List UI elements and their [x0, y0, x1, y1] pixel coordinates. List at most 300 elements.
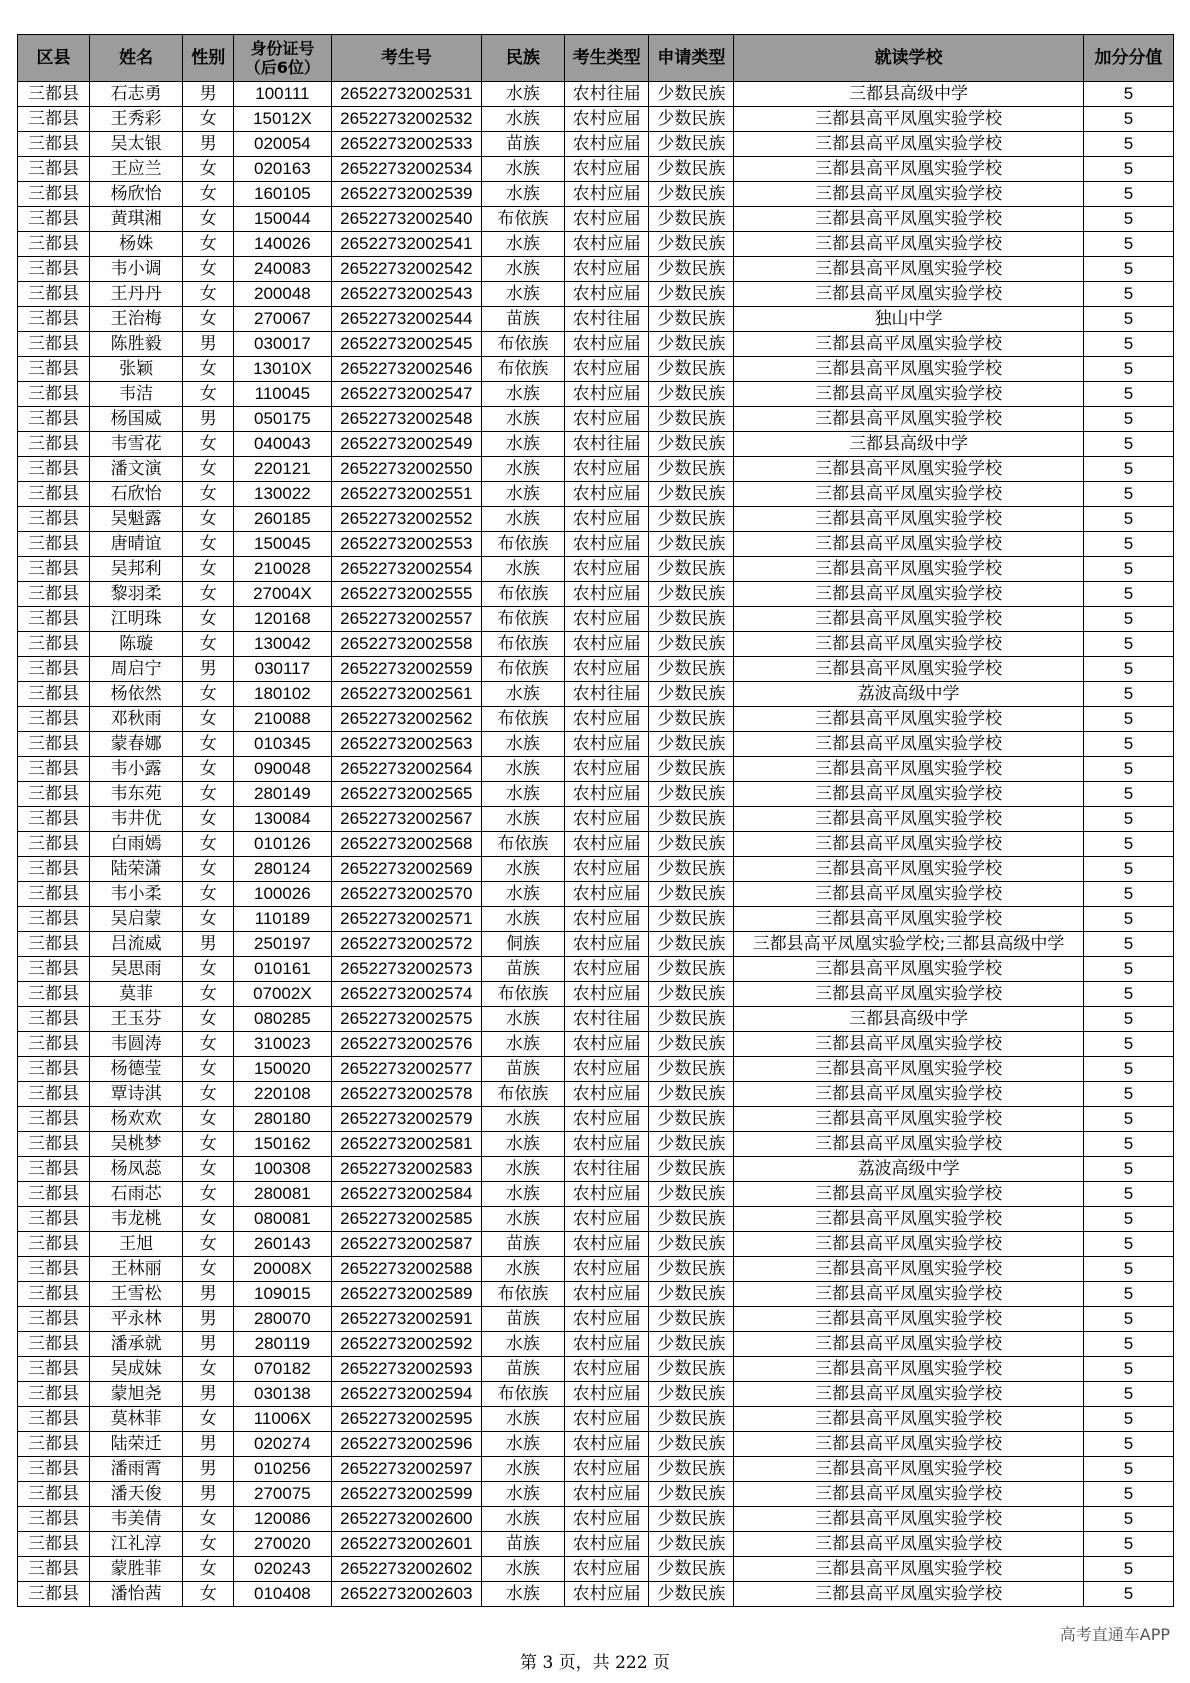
cell-school: 三都县高平凤凰实验学校: [734, 1107, 1084, 1132]
cell-ethnicity: 布依族: [482, 707, 565, 732]
cell-gender: 男: [183, 1457, 234, 1482]
cell-name: 唐晴谊: [90, 532, 183, 557]
cell-candidate-type: 农村应届: [564, 582, 649, 607]
cell-candidate-type: 农村应届: [564, 707, 649, 732]
cell-ethnicity: 布依族: [482, 657, 565, 682]
cell-apply-type: 少数民族: [649, 182, 734, 207]
cell-candidate-type: 农村应届: [564, 1507, 649, 1532]
cell-candidate-type: 农村应届: [564, 782, 649, 807]
cell-school: 三都县高平凤凰实验学校: [734, 882, 1084, 907]
cell-gender: 女: [183, 782, 234, 807]
table-row: [18, 682, 1174, 707]
cell-name: 杨欢欢: [90, 1107, 183, 1132]
cell-apply-type: 少数民族: [649, 1407, 734, 1432]
cell-exam-no: 26522732002603: [331, 1582, 481, 1607]
cell-ethnicity: 水族: [482, 1557, 565, 1582]
cell-name: 张颖: [90, 357, 183, 382]
cell-gender: 女: [183, 257, 234, 282]
cell-bonus: 5: [1083, 557, 1173, 582]
cell-apply-type: 少数民族: [649, 1232, 734, 1257]
cell-name: 韦小柔: [90, 882, 183, 907]
table-row: [18, 857, 1174, 882]
cell-apply-type: 少数民族: [649, 1257, 734, 1282]
cell-candidate-type: 农村应届: [564, 1082, 649, 1107]
cell-school: 三都县高平凤凰实验学校: [734, 1432, 1084, 1457]
cell-bonus: 5: [1083, 482, 1173, 507]
cell-ethnicity: 水族: [482, 882, 565, 907]
cell-id-suffix: 27004X: [234, 582, 331, 607]
cell-ethnicity: 布依族: [482, 532, 565, 557]
cell-ethnicity: 水族: [482, 782, 565, 807]
cell-id-suffix: 280081: [234, 1182, 331, 1207]
cell-bonus: 5: [1083, 1382, 1173, 1407]
cell-id-suffix: 130084: [234, 807, 331, 832]
cell-ethnicity: 水族: [482, 282, 565, 307]
cell-school: 三都县高平凤凰实验学校: [734, 1357, 1084, 1382]
cell-id-suffix: 200048: [234, 282, 331, 307]
cell-exam-no: 26522732002542: [331, 257, 481, 282]
cell-county: 三都县: [18, 632, 90, 657]
cell-exam-no: 26522732002595: [331, 1407, 481, 1432]
cell-exam-no: 26522732002559: [331, 657, 481, 682]
cell-ethnicity: 水族: [482, 82, 565, 107]
cell-id-suffix: 15012X: [234, 107, 331, 132]
cell-gender: 男: [183, 332, 234, 357]
cell-ethnicity: 苗族: [482, 307, 565, 332]
cell-ethnicity: 水族: [482, 1032, 565, 1057]
cell-exam-no: 26522732002600: [331, 1507, 481, 1532]
cell-county: 三都县: [18, 407, 90, 432]
table-row: [18, 607, 1174, 632]
cell-name: 韦龙桃: [90, 1207, 183, 1232]
table-row: [18, 1232, 1174, 1257]
cell-bonus: 5: [1083, 507, 1173, 532]
cell-name: 韦小露: [90, 757, 183, 782]
cell-gender: 女: [183, 532, 234, 557]
cell-apply-type: 少数民族: [649, 1332, 734, 1357]
cell-school: 三都县高平凤凰实验学校: [734, 282, 1084, 307]
cell-gender: 女: [183, 282, 234, 307]
cell-bonus: 5: [1083, 1432, 1173, 1457]
cell-school: 三都县高平凤凰实验学校: [734, 1182, 1084, 1207]
cell-county: 三都县: [18, 757, 90, 782]
cell-bonus: 5: [1083, 1482, 1173, 1507]
cell-id-suffix: 240083: [234, 257, 331, 282]
cell-school: 三都县高平凤凰实验学校: [734, 1207, 1084, 1232]
cell-school: 三都县高平凤凰实验学校: [734, 1032, 1084, 1057]
cell-id-suffix: 090048: [234, 757, 331, 782]
cell-candidate-type: 农村应届: [564, 207, 649, 232]
cell-exam-no: 26522732002574: [331, 982, 481, 1007]
cell-bonus: 5: [1083, 1057, 1173, 1082]
cell-bonus: 5: [1083, 632, 1173, 657]
cell-bonus: 5: [1083, 1132, 1173, 1157]
cell-id-suffix: 310023: [234, 1032, 331, 1057]
cell-gender: 女: [183, 882, 234, 907]
cell-ethnicity: 苗族: [482, 1232, 565, 1257]
cell-id-suffix: 280149: [234, 782, 331, 807]
cell-apply-type: 少数民族: [649, 1207, 734, 1232]
cell-school: 荔波高级中学: [734, 1157, 1084, 1182]
cell-bonus: 5: [1083, 182, 1173, 207]
table-row: [18, 1407, 1174, 1432]
cell-name: 潘承就: [90, 1332, 183, 1357]
cell-gender: 女: [183, 757, 234, 782]
table-row: [18, 1007, 1174, 1032]
cell-ethnicity: 水族: [482, 757, 565, 782]
cell-apply-type: 少数民族: [649, 332, 734, 357]
cell-county: 三都县: [18, 1407, 90, 1432]
cell-gender: 男: [183, 1307, 234, 1332]
cell-school: 三都县高平凤凰实验学校: [734, 182, 1084, 207]
cell-bonus: 5: [1083, 1257, 1173, 1282]
table-row: [18, 1532, 1174, 1557]
cell-name: 韦井优: [90, 807, 183, 832]
cell-candidate-type: 农村应届: [564, 1207, 649, 1232]
cell-county: 三都县: [18, 1582, 90, 1607]
table-row: [18, 732, 1174, 757]
cell-ethnicity: 布依族: [482, 832, 565, 857]
cell-gender: 女: [183, 507, 234, 532]
cell-apply-type: 少数民族: [649, 482, 734, 507]
cell-gender: 男: [183, 1432, 234, 1457]
cell-exam-no: 26522732002534: [331, 157, 481, 182]
cell-county: 三都县: [18, 607, 90, 632]
cell-gender: 女: [183, 1032, 234, 1057]
cell-name: 王雪松: [90, 1282, 183, 1307]
cell-ethnicity: 水族: [482, 857, 565, 882]
cell-name: 吴思雨: [90, 957, 183, 982]
cell-county: 三都县: [18, 1457, 90, 1482]
cell-bonus: 5: [1083, 882, 1173, 907]
cell-candidate-type: 农村应届: [564, 257, 649, 282]
cell-exam-no: 26522732002587: [331, 1232, 481, 1257]
cell-county: 三都县: [18, 1057, 90, 1082]
cell-apply-type: 少数民族: [649, 1032, 734, 1057]
cell-id-suffix: 280070: [234, 1307, 331, 1332]
cell-id-suffix: 100026: [234, 882, 331, 907]
cell-gender: 女: [183, 907, 234, 932]
cell-county: 三都县: [18, 907, 90, 932]
cell-candidate-type: 农村应届: [564, 932, 649, 957]
cell-candidate-type: 农村应届: [564, 632, 649, 657]
cell-exam-no: 26522732002564: [331, 757, 481, 782]
cell-id-suffix: 150045: [234, 532, 331, 557]
table-row: [18, 932, 1174, 957]
cell-name: 吕流威: [90, 932, 183, 957]
cell-name: 王玉芬: [90, 1007, 183, 1032]
cell-apply-type: 少数民族: [649, 632, 734, 657]
cell-bonus: 5: [1083, 107, 1173, 132]
cell-school: 三都县高平凤凰实验学校: [734, 1457, 1084, 1482]
cell-name: 蒙旭尧: [90, 1382, 183, 1407]
cell-ethnicity: 水族: [482, 1407, 565, 1432]
cell-apply-type: 少数民族: [649, 1182, 734, 1207]
cell-candidate-type: 农村应届: [564, 1057, 649, 1082]
cell-county: 三都县: [18, 1007, 90, 1032]
cell-ethnicity: 布依族: [482, 607, 565, 632]
cell-school: 三都县高平凤凰实验学校: [734, 632, 1084, 657]
cell-school: 三都县高平凤凰实验学校: [734, 532, 1084, 557]
cell-gender: 男: [183, 132, 234, 157]
cell-ethnicity: 水族: [482, 482, 565, 507]
cell-id-suffix: 270067: [234, 307, 331, 332]
cell-candidate-type: 农村往届: [564, 307, 649, 332]
cell-bonus: 5: [1083, 1557, 1173, 1582]
cell-id-suffix: 050175: [234, 407, 331, 432]
cell-county: 三都县: [18, 1432, 90, 1457]
cell-county: 三都县: [18, 382, 90, 407]
cell-county: 三都县: [18, 1332, 90, 1357]
page-footer: 第 3 页，共 222 页: [520, 1653, 670, 1673]
cell-county: 三都县: [18, 1532, 90, 1557]
cell-candidate-type: 农村应届: [564, 907, 649, 932]
cell-ethnicity: 水族: [482, 1582, 565, 1607]
cell-candidate-type: 农村应届: [564, 1582, 649, 1607]
table-row: [18, 882, 1174, 907]
cell-gender: 女: [183, 1207, 234, 1232]
cell-bonus: 5: [1083, 1532, 1173, 1557]
cell-exam-no: 26522732002592: [331, 1332, 481, 1357]
cell-name: 吴桃梦: [90, 1132, 183, 1157]
table-row: [18, 707, 1174, 732]
cell-gender: 男: [183, 1282, 234, 1307]
cell-exam-no: 26522732002581: [331, 1132, 481, 1157]
table-row: [18, 807, 1174, 832]
cell-name: 吴魁露: [90, 507, 183, 532]
cell-county: 三都县: [18, 482, 90, 507]
cell-candidate-type: 农村应届: [564, 532, 649, 557]
cell-exam-no: 26522732002585: [331, 1207, 481, 1232]
cell-bonus: 5: [1083, 1007, 1173, 1032]
cell-id-suffix: 010408: [234, 1582, 331, 1607]
cell-exam-no: 26522732002579: [331, 1107, 481, 1132]
cell-name: 覃诗淇: [90, 1082, 183, 1107]
cell-candidate-type: 农村应届: [564, 732, 649, 757]
cell-name: 周启宁: [90, 657, 183, 682]
cell-candidate-type: 农村应届: [564, 1382, 649, 1407]
table-row: [18, 1282, 1174, 1307]
table-row: [18, 957, 1174, 982]
cell-bonus: 5: [1083, 1357, 1173, 1382]
cell-name: 潘怡茜: [90, 1582, 183, 1607]
cell-apply-type: 少数民族: [649, 1532, 734, 1557]
cell-id-suffix: 150020: [234, 1057, 331, 1082]
cell-candidate-type: 农村应届: [564, 1332, 649, 1357]
table-body: [18, 82, 1174, 1607]
cell-county: 三都县: [18, 532, 90, 557]
table-row: [18, 1307, 1174, 1332]
cell-bonus: 5: [1083, 1332, 1173, 1357]
table-row: [18, 532, 1174, 557]
cell-name: 江明珠: [90, 607, 183, 632]
cell-county: 三都县: [18, 432, 90, 457]
cell-gender: 女: [183, 1157, 234, 1182]
cell-county: 三都县: [18, 307, 90, 332]
table-row: [18, 557, 1174, 582]
table-row: [18, 1357, 1174, 1382]
cell-gender: 女: [183, 557, 234, 582]
table-row: [18, 582, 1174, 607]
cell-ethnicity: 水族: [482, 1007, 565, 1032]
cell-apply-type: 少数民族: [649, 957, 734, 982]
cell-bonus: 5: [1083, 782, 1173, 807]
cell-bonus: 5: [1083, 607, 1173, 632]
cell-bonus: 5: [1083, 1107, 1173, 1132]
cell-school: 三都县高平凤凰实验学校: [734, 982, 1084, 1007]
cell-name: 杨凤蕊: [90, 1157, 183, 1182]
cell-gender: 女: [183, 107, 234, 132]
cell-bonus: 5: [1083, 357, 1173, 382]
table-row: [18, 82, 1174, 107]
cell-name: 王应兰: [90, 157, 183, 182]
cell-ethnicity: 水族: [482, 182, 565, 207]
cell-gender: 女: [183, 1407, 234, 1432]
cell-school: 三都县高平凤凰实验学校: [734, 757, 1084, 782]
cell-name: 吴邦利: [90, 557, 183, 582]
cell-id-suffix: 210088: [234, 707, 331, 732]
table-row: [18, 1132, 1174, 1157]
cell-apply-type: 少数民族: [649, 932, 734, 957]
cell-apply-type: 少数民族: [649, 1157, 734, 1182]
cell-county: 三都县: [18, 1557, 90, 1582]
cell-school: 三都县高平凤凰实验学校: [734, 1482, 1084, 1507]
cell-exam-no: 26522732002584: [331, 1182, 481, 1207]
cell-name: 潘天俊: [90, 1482, 183, 1507]
cell-county: 三都县: [18, 207, 90, 232]
cell-name: 韦小调: [90, 257, 183, 282]
cell-school: 三都县高平凤凰实验学校: [734, 457, 1084, 482]
cell-bonus: 5: [1083, 1507, 1173, 1532]
cell-school: 三都县高平凤凰实验学校: [734, 407, 1084, 432]
cell-county: 三都县: [18, 807, 90, 832]
cell-school: 三都县高平凤凰实验学校: [734, 782, 1084, 807]
cell-id-suffix: 030117: [234, 657, 331, 682]
cell-school: 三都县高级中学: [734, 82, 1084, 107]
cell-exam-no: 26522732002562: [331, 707, 481, 732]
cell-apply-type: 少数民族: [649, 82, 734, 107]
cell-school: 三都县高平凤凰实验学校: [734, 1582, 1084, 1607]
cell-candidate-type: 农村应届: [564, 1482, 649, 1507]
cell-school: 三都县高平凤凰实验学校: [734, 1507, 1084, 1532]
cell-name: 平永林: [90, 1307, 183, 1332]
col-ethnicity: 民族: [482, 35, 565, 82]
cell-ethnicity: 水族: [482, 457, 565, 482]
cell-bonus: 5: [1083, 1182, 1173, 1207]
col-school: 就读学校: [734, 35, 1084, 82]
table-row: [18, 782, 1174, 807]
cell-candidate-type: 农村应届: [564, 1107, 649, 1132]
cell-id-suffix: 120086: [234, 1507, 331, 1532]
table-row: [18, 1107, 1174, 1132]
cell-candidate-type: 农村应届: [564, 1407, 649, 1432]
cell-candidate-type: 农村往届: [564, 1007, 649, 1032]
cell-name: 杨欣怡: [90, 182, 183, 207]
cell-county: 三都县: [18, 932, 90, 957]
cell-exam-no: 26522732002555: [331, 582, 481, 607]
cell-exam-no: 26522732002571: [331, 907, 481, 932]
cell-gender: 女: [183, 632, 234, 657]
cell-gender: 男: [183, 657, 234, 682]
cell-candidate-type: 农村应届: [564, 482, 649, 507]
cell-county: 三都县: [18, 657, 90, 682]
cell-bonus: 5: [1083, 1032, 1173, 1057]
cell-name: 莫林菲: [90, 1407, 183, 1432]
table-row: [18, 507, 1174, 532]
cell-gender: 女: [183, 982, 234, 1007]
cell-ethnicity: 布依族: [482, 1082, 565, 1107]
cell-candidate-type: 农村应届: [564, 1132, 649, 1157]
cell-school: 三都县高平凤凰实验学校: [734, 1057, 1084, 1082]
cell-name: 韦圆涛: [90, 1032, 183, 1057]
cell-ethnicity: 水族: [482, 1182, 565, 1207]
cell-id-suffix: 120168: [234, 607, 331, 632]
table-row: [18, 1482, 1174, 1507]
cell-bonus: 5: [1083, 1457, 1173, 1482]
cell-exam-no: 26522732002568: [331, 832, 481, 857]
cell-bonus: 5: [1083, 532, 1173, 557]
cell-candidate-type: 农村应届: [564, 657, 649, 682]
cell-school: 三都县高平凤凰实验学校: [734, 607, 1084, 632]
cell-gender: 女: [183, 1057, 234, 1082]
cell-gender: 女: [183, 232, 234, 257]
cell-bonus: 5: [1083, 332, 1173, 357]
cell-id-suffix: 010126: [234, 832, 331, 857]
cell-ethnicity: 水族: [482, 382, 565, 407]
cell-gender: 女: [183, 607, 234, 632]
cell-exam-no: 26522732002575: [331, 1007, 481, 1032]
cell-apply-type: 少数民族: [649, 807, 734, 832]
cell-school: 三都县高平凤凰实验学校: [734, 907, 1084, 932]
cell-exam-no: 26522732002561: [331, 682, 481, 707]
cell-id-suffix: 13010X: [234, 357, 331, 382]
cell-name: 蒙胜菲: [90, 1557, 183, 1582]
cell-ethnicity: 水族: [482, 1482, 565, 1507]
table-row: [18, 307, 1174, 332]
cell-name: 江礼淳: [90, 1532, 183, 1557]
cell-ethnicity: 布依族: [482, 332, 565, 357]
cell-school: 三都县高平凤凰实验学校: [734, 357, 1084, 382]
table-row: [18, 1432, 1174, 1457]
cell-apply-type: 少数民族: [649, 607, 734, 632]
cell-bonus: 5: [1083, 232, 1173, 257]
cell-county: 三都县: [18, 82, 90, 107]
col-exam-no: 考生号: [331, 35, 481, 82]
cell-apply-type: 少数民族: [649, 1057, 734, 1082]
cell-candidate-type: 农村应届: [564, 182, 649, 207]
cell-id-suffix: 130022: [234, 482, 331, 507]
col-county: 区县: [18, 35, 90, 82]
table-row: [18, 1332, 1174, 1357]
cell-county: 三都县: [18, 1357, 90, 1382]
cell-apply-type: 少数民族: [649, 432, 734, 457]
cell-gender: 女: [183, 382, 234, 407]
table-row: [18, 832, 1174, 857]
cell-county: 三都县: [18, 1382, 90, 1407]
cell-school: 三都县高平凤凰实验学校: [734, 1307, 1084, 1332]
cell-bonus: 5: [1083, 432, 1173, 457]
cell-candidate-type: 农村应届: [564, 382, 649, 407]
table-row: [18, 1157, 1174, 1182]
cell-candidate-type: 农村应届: [564, 457, 649, 482]
cell-bonus: 5: [1083, 207, 1173, 232]
cell-gender: 女: [183, 207, 234, 232]
cell-id-suffix: 220108: [234, 1082, 331, 1107]
cell-gender: 女: [183, 582, 234, 607]
cell-exam-no: 26522732002546: [331, 357, 481, 382]
cell-bonus: 5: [1083, 282, 1173, 307]
cell-gender: 男: [183, 932, 234, 957]
